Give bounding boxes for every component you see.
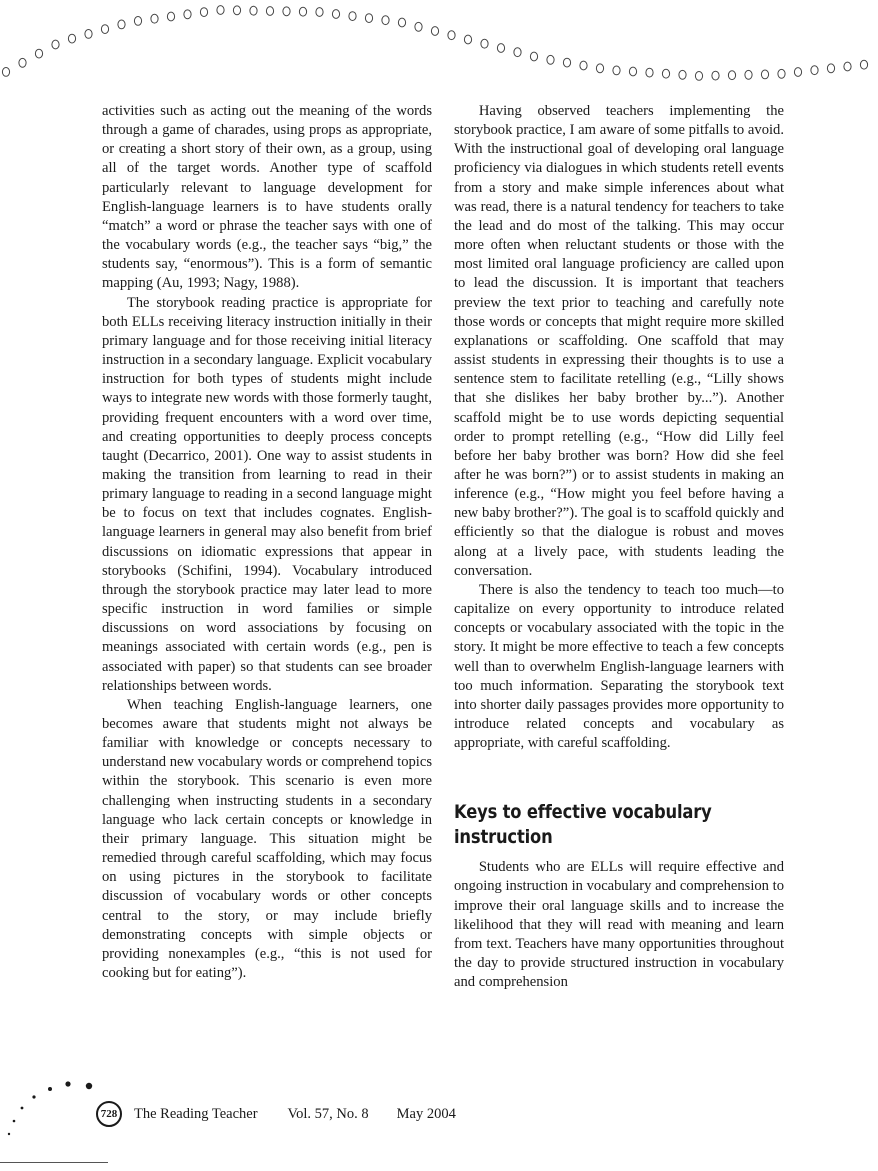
arc-circle: [596, 64, 603, 73]
dot: [13, 1120, 16, 1123]
arc-circle: [629, 67, 636, 76]
left-paragraph-2: The storybook reading practice is appropriate for both ELLs receiving literacy instruction initially in their primary language and for those receiving initial literacy instruction in a secondary language. Explicit vocabulary instruction for both types of students might include ways to integrate new words with those formerly taught, providing frequent encounters with a word over time, and creating opportunities to deeply process concepts taught (Decarrico, 2001). One way to assist students in making the transition from learning to read in their primary language to reading in a second language might be to focus on text that includes cognates. English-language learners in general may also benefit from brief discussions on idiomatic expressions that appear in storybooks (Schifini, 1994). Vocabulary introduced through the storybook practice may later lead to more specific instruction in word families or simple discussions on word associations by focusing on meanings associated with certain words (e.g., pen is associated with paper) so that students can see broader relationships between words.: [102, 294, 432, 694]
arc-circle: [794, 68, 801, 77]
arc-circle: [151, 14, 158, 23]
arc-circle: [19, 58, 26, 67]
arc-circle: [184, 10, 191, 19]
section-paragraph: Students who are ELLs will require effective and ongoing instruction in vocabulary and comprehension to improve their oral language skills and to increase the likelihood that they will read with meaning and learn from text. Teachers have many opportunities throughout the day to provide structured instruction in vocabulary and comprehension: [454, 859, 784, 991]
arc-circle: [167, 12, 174, 21]
arc-circle: [761, 70, 768, 79]
arc-circle: [299, 7, 306, 16]
left-column: [102, 102, 432, 983]
dot: [48, 1087, 52, 1091]
arc-circle: [101, 25, 108, 34]
arc-circle: [646, 68, 653, 77]
arc-circle: [613, 66, 620, 75]
section-heading: Keys to effective vocabulary instruction: [454, 801, 712, 849]
arc-circle: [365, 14, 372, 23]
arc-circle: [250, 6, 257, 15]
arc-circle: [35, 49, 42, 58]
arc-circle: [679, 70, 686, 79]
arc-circle: [134, 17, 141, 26]
arc-circle: [2, 68, 9, 77]
issue-date: May 2004: [396, 1105, 456, 1122]
arc-circle: [68, 34, 75, 43]
arc-circle: [530, 52, 537, 61]
left-paragraph-1: activities such as acting out the meaning of the words through a game of charades, using props as appropriate, or creating a short story of their own, as a group, using all of the target words. Another type of scaffold particularly relevant to language development for English-language learners is to have students orally “match” a word or phrase the teacher says with one of the vocabulary words (e.g., the teacher says “big,” the students say, “enormous”). This is a form of semantic mapping (Au, 1993; Nagy, 1988).: [102, 103, 432, 292]
arc-circle: [382, 16, 389, 25]
arc-circle: [514, 48, 521, 57]
arc-circle: [695, 72, 702, 81]
decorative-circle-arc: [0, 0, 878, 100]
arc-circle: [662, 69, 669, 78]
arc-circle: [728, 71, 735, 80]
journal-title: The Reading Teacher: [134, 1105, 258, 1122]
arc-circle: [85, 30, 92, 39]
arc-circle: [580, 61, 587, 70]
arc-circle: [778, 69, 785, 78]
arc-circle: [52, 40, 59, 49]
arc-circle: [349, 12, 356, 21]
right-paragraph-2: There is also the tendency to teach too much—to capitalize on every opportunity to introduce related concepts or vocabulary associated with the topic in the story. It might be more effective to teach a few concepts well than to overwhelm English-language learners with too much information. Separating the storybook text into shorter daily passages provides more opportunity to introduce related concepts and vocabulary as appropriate, with careful scaffolding.: [454, 581, 784, 752]
arc-circle: [827, 64, 834, 73]
arc-circle: [233, 6, 240, 15]
arc-circle: [266, 7, 273, 16]
arc-circle: [745, 70, 752, 79]
arc-circle: [497, 44, 504, 53]
arc-circle: [332, 10, 339, 19]
arc-circle: [448, 31, 455, 40]
arc-circle: [398, 18, 405, 27]
page-number: 728: [96, 1101, 122, 1127]
arc-circle: [712, 71, 719, 80]
volume-info: Vol. 57, No. 8: [287, 1105, 369, 1122]
arc-circle: [481, 39, 488, 48]
arc-circle: [811, 66, 818, 75]
left-paragraph-3: When teaching English-language learners, one becomes aware that students might not always be familiar with knowledge or concepts necessary to understand new vocabulary words or comprehend topics within the storybook. This scenario is even more challenging when instructing students in a secondary language who lack certain concepts or knowledge in their primary language. This situation might be remedied through careful scaffolding, which may focus on using pictures in the storybook to facilitate discussion of vocabulary words or other concepts central to the story, or may include briefly demonstrating concepts with simple objects or providing nonexamples (e.g., “this is not used for cooking but for eating”).: [102, 696, 432, 982]
bottom-rule: [0, 1162, 108, 1163]
arc-circle: [547, 55, 554, 64]
arc-circle: [200, 8, 207, 17]
right-paragraph-1: Having observed teachers implementing the storybook practice, I am aware of some pitfalls to avoid. With the instructional goal of developing oral language proficiency via dialogues in which students retell events from a story and make simple inferences about what was read, there is a natural tendency for teachers to take the lead and do most of the talking. This may occur more often when reluctant students or those with the most limited oral language proficiency are called upon to lead the discussion. It is important that teachers preview the text prior to teaching and carefully note those words or concepts that might require more skilled explanations or scaffolding. One scaffold that may assist students in expressing their thoughts is to use a sentence stem to facilitate retelling (e.g., “Lilly shows that she dislikes her baby brother by...”). Another scaffold might be to use words depicting sequential order to prompt retelling (e.g., “How did Lilly feel before her baby brother was born? How did she feel after he was born?”) or to assist students in making an inference (e.g., “How might you feel before having a new baby brother?”). The goal is to scaffold quickly and efficiently so that the dialogue is robust and moves along at a lively pace, with students leading the conversation.: [454, 103, 784, 579]
arc-circle: [860, 60, 867, 69]
dot: [65, 1081, 70, 1086]
dot: [86, 1083, 92, 1089]
arc-circle: [217, 6, 224, 15]
arc-circle: [431, 27, 438, 36]
arc-circle: [563, 58, 570, 67]
dot: [8, 1133, 10, 1135]
dot: [32, 1095, 35, 1098]
arc-circle: [283, 7, 290, 16]
arc-circle: [464, 35, 471, 44]
right-column: [454, 102, 784, 992]
arc-circle: [415, 22, 422, 31]
arc-circle: [316, 8, 323, 17]
page-footer: [96, 1101, 556, 1127]
arc-circle: [118, 20, 125, 29]
dot: [21, 1107, 24, 1110]
arc-circle: [844, 62, 851, 71]
